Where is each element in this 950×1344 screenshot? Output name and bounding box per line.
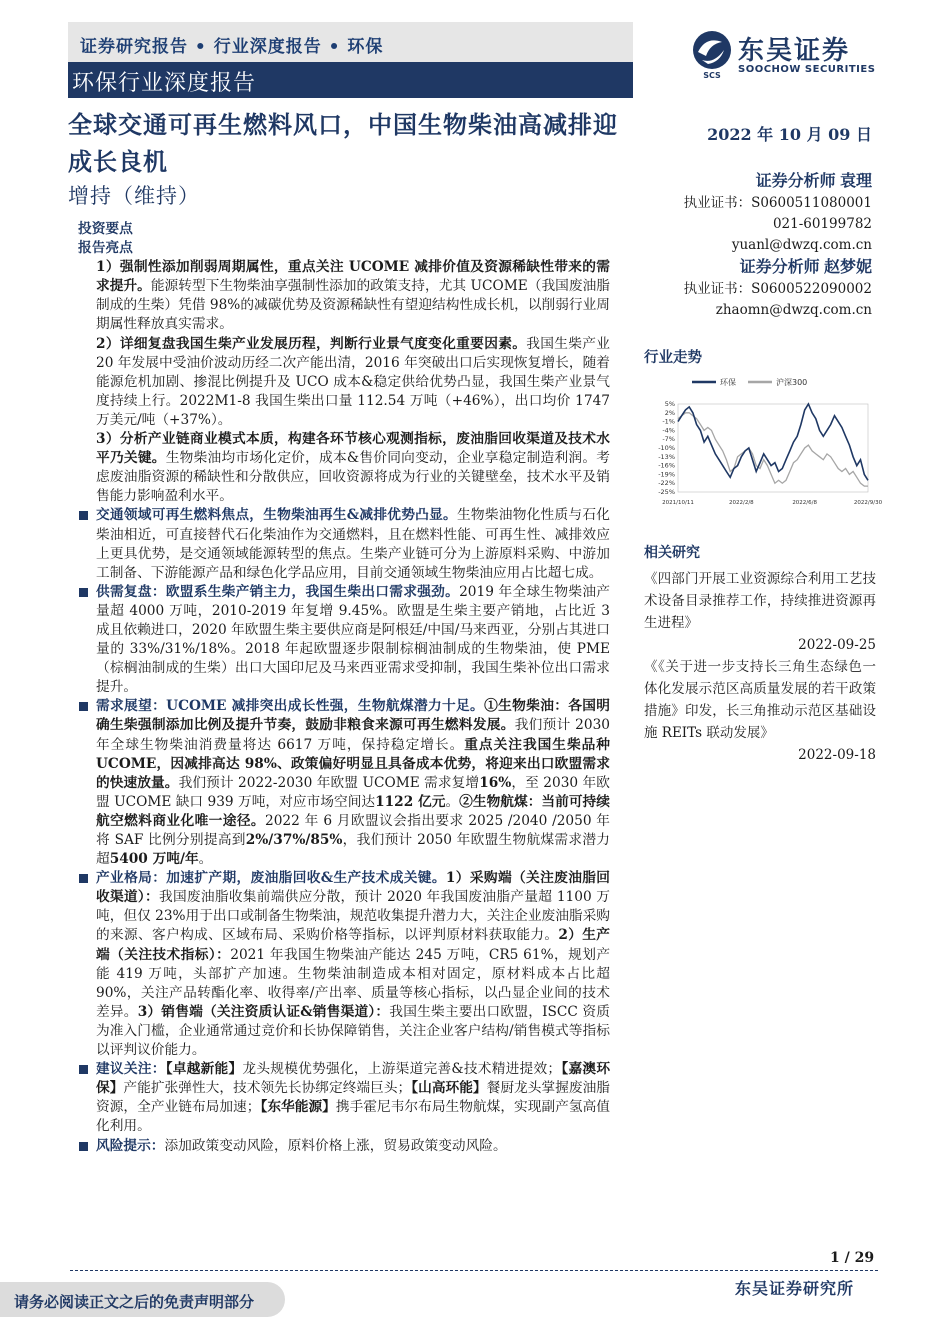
bullet-supply-demand: 供需复盘：欧盟系生柴产销主力，我国生柴出口需求强劲。2019 年全球生物柴油产量超 4000 万吨，2010-2019 年复增 9.45%。欧盟是生柴主要产销地，占比近 3 成且依赖进口，2020 年欧盟生柴主要供应商是阿根廷/中国/马来西亚，分别占其进口量的 33%/31%/18%。2018 年起欧盟逐步限制棕榈油制成的生物柴油，使 PME（棕榈油制成的生柴）出口大国印尼及马来西亚需求受抑制，我国生柴补位出口需求提升。 xyxy=(78,583,610,698)
x-tick-label: 2022/6/8 xyxy=(792,500,818,506)
x-tick-label: 2022/9/30 xyxy=(853,500,883,506)
related-item[interactable]: 《《关于进一步支持长三角生态绿色一体化发展示范区高质量发展的若干政策措施》印发，长三角推动示范区基础设施 REITs 联动发展》 xyxy=(644,659,876,741)
y-tick-label: -7% xyxy=(662,435,675,444)
analyst-email[interactable]: yuanl@dwzq.com.cn xyxy=(731,237,872,253)
y-tick-label: -13% xyxy=(658,452,675,461)
bullet-risks: 风险提示：添加政策变动风险，原料价格上涨，贸易政策变动风险。 xyxy=(78,1137,610,1156)
analyst-name: 袁理 xyxy=(839,171,872,190)
logo-english: SOOCHOW SECURITIES xyxy=(738,64,876,75)
related-title: 相关研究 xyxy=(644,545,700,561)
bullet-transport: 交通领域可再生燃料焦点，生物柴油再生&减排优势凸显。生物柴油物化性质与石化柴油相近，可直接替代石化柴油作为交通燃料，且在燃料性能、可再生性、减排效应上更具优势，是交通领域能源转型的焦点。生柴产业链可分为上游原料采购、中游加工制备、下游能源产品和绿色化学品应用，目前交通领域生物柴油应用占比超七成。 xyxy=(78,506,610,582)
bullet-square-icon xyxy=(79,702,88,711)
rating: 增持（维持） xyxy=(68,184,200,208)
y-tick-label: -19% xyxy=(658,470,675,479)
related-research xyxy=(644,542,876,766)
highlight-1: 1）强制性添加削弱周期属性，重点关注 UCOME 减排价值及资源稀缺性带来的需求提升。能源转型下生物柴油享强制性添加的政策支持，尤其 UCOME（我国废油脂制成的生柴）凭借 98%的减碳优势及资源稀缺性有望迎结构性成长机，以削弱行业周期属性释放真实需求。 xyxy=(96,259,610,333)
y-tick-label: -1% xyxy=(662,417,675,426)
y-tick-label: -22% xyxy=(658,479,675,488)
bullet-square-icon xyxy=(79,874,88,883)
highlight-3: 3）分析产业链商业模式本质，构建各环节核心观测指标，废油脂回收渠道及技术水平乃关键。生物柴油均市场化定价，成本&售价同向变动，企业享稳定制造利润。考虑废油脂资源的稀缺性和分散供应，回收资源将成为行业的关键壁垒，技术水平及销售能力影响盈利水平。 xyxy=(96,431,610,505)
industry-trend-chart xyxy=(646,374,883,509)
institute-name: 东吴证券研究所 xyxy=(735,1279,855,1298)
analyst-name: 赵梦妮 xyxy=(823,257,872,276)
analyst-license: 执业证书：S0600522090002 xyxy=(683,281,872,297)
section-subheading: 报告亮点 xyxy=(78,240,133,257)
analyst-email[interactable]: zhaomn@dwzq.com.cn xyxy=(715,302,872,318)
bullet-square-icon xyxy=(79,1065,88,1074)
section-heading: 投资要点 xyxy=(78,221,133,237)
page-number: 1 / 29 xyxy=(830,1250,875,1266)
highlight-2: 2）详细复盘我国生柴产业发展历程，判断行业景气度变化重要因素。我国生柴产业 20 年发展中受油价波动历经二次产能出清，2016 年突破出口后实现恢复增长，随着能源危机加剧、掺混比例提升及 UCO 成本&稳定供给优势凸显，我国生柴产业景气度持续上行。2022M1-8 我国生柴出口量 112.54 万吨（+46%），出口均价 1747 万美元/吨（+37%）。 xyxy=(96,335,610,428)
report-category: 证券研究报告 • 行业深度报告 • 环保 xyxy=(68,22,633,62)
footer-divider xyxy=(70,1270,878,1271)
analyst-1 xyxy=(650,170,872,256)
report-title: 全球交通可再生燃料风口，中国生物柴油高减排迎成长良机 xyxy=(68,110,618,176)
analyst-role: 证券分析师 xyxy=(739,257,820,276)
bullet-recommendations: 建议关注：【卓越新能】龙头规模优势强化，上游渠道完善&技术精进提效；【嘉澳环保】产能扩张弹性大，技术领先长协绑定终端巨头；【山高环能】餐厨龙头掌握废油脂资源，全产业链布局加速；【东华能源】携手霍尼韦尔布局生物航煤，实现副产氢高值化利用。 xyxy=(78,1060,610,1136)
analyst-2 xyxy=(650,256,872,321)
analyst-phone: 021-60199782 xyxy=(772,216,872,232)
logo-mark: SCS xyxy=(703,71,721,80)
investment-summary xyxy=(78,220,610,1156)
y-tick-label: -25% xyxy=(658,488,675,496)
y-tick-label: 2% xyxy=(664,408,675,417)
x-tick-label: 2021/10/11 xyxy=(662,500,694,506)
y-tick-label: -4% xyxy=(662,426,675,435)
x-tick-label: 2022/2/8 xyxy=(728,500,754,506)
bullet-industry-structure: 产业格局：加速扩产期，废油脂回收&生产技术成关键。1）采购端（关注废油脂回收渠道）：我国废油脂收集前端供应分散，预计 2020 年我国废油脂产量超 1100 万吨，但仅 23%用于出口或制备生物柴油，规范收集提升潜力大，关注企业废油脂采购的来源、客户构成、区域布局、采购价格等指标，以评判原材料获取能力。2）生产端（关注技术指标）：2021 年我国生物柴油产能达 245 万吨，CR5 61%，规划产能 419 万吨，头部扩产加速。生物柴油制造成本相对固定，原材料成本占比超 90%，关注产品转酯化率、收得率/产出率、质量等核心指标，以凸显企业间的技术差异。3）销售端（关注资质认证&销售渠道）：我国生柴主要出口欧盟，ISCC 资质为准入门槛，企业通常通过竞价和长协保障销售，关注企业客户结构/销售模式等指标以评判议价能力。 xyxy=(78,869,610,1060)
related-date: 2022-09-18 xyxy=(798,747,876,763)
report-date: 2022 年 10 月 09 日 xyxy=(707,125,872,144)
analyst-role: 证券分析师 xyxy=(755,171,836,190)
disclaimer-note[interactable]: 请务必阅读正文之后的免责声明部分 xyxy=(0,1282,285,1317)
y-tick-label: 5% xyxy=(664,400,675,408)
analyst-license: 执业证书：S0600511080001 xyxy=(683,195,872,211)
legend-label: 沪深300 xyxy=(776,378,808,387)
legend-label: 环保 xyxy=(720,378,736,387)
trend-title: 行业走势 xyxy=(644,349,702,366)
y-tick-label: -10% xyxy=(658,444,675,452)
related-item[interactable]: 《四部门开展工业资源综合利用工艺技术设备目录推荐工作，持续推进资源再生进程》 xyxy=(644,571,876,631)
y-tick-label: -16% xyxy=(658,461,675,470)
logo-chinese: 东吴证券 xyxy=(738,36,851,66)
related-date: 2022-09-25 xyxy=(798,637,876,653)
bullet-square-icon xyxy=(79,588,88,597)
bullet-square-icon xyxy=(79,511,88,520)
bullet-square-icon xyxy=(79,1142,88,1151)
bullet-demand-outlook: 需求展望：UCOME 减排突出成长性强，生物航煤潜力十足。①生物柴油：各国明确生柴强制添加比例及提升节奏，鼓励非粮食来源可再生燃料发展。我们预计 2030 年全球生物柴油消费量将达 6617 万吨，保持稳定增长。重点关注我国生柴品种 UCOME，因减排高达 98%、政策偏好明显且具备成本优势，将迎来出口欧盟需求的快速放量。我们预计 2022-2030 年欧盟 UCOME 需求复增16%，至 2030 年欧盟 UCOME 缺口 939 万吨，对应市场空间达1122 亿元。②生物航煤：当前可持续航空燃料商业化唯一途径。2022 年 6 月欧盟议会指出要求 2025 /2040 /2050 年将 SAF 比例分别提高到2%/37%/85%，我们预计 2050 年欧盟生物航煤需求潜力超5400 万吨/年。 xyxy=(78,697,610,869)
report-type-band: 环保行业深度报告 xyxy=(68,62,633,98)
